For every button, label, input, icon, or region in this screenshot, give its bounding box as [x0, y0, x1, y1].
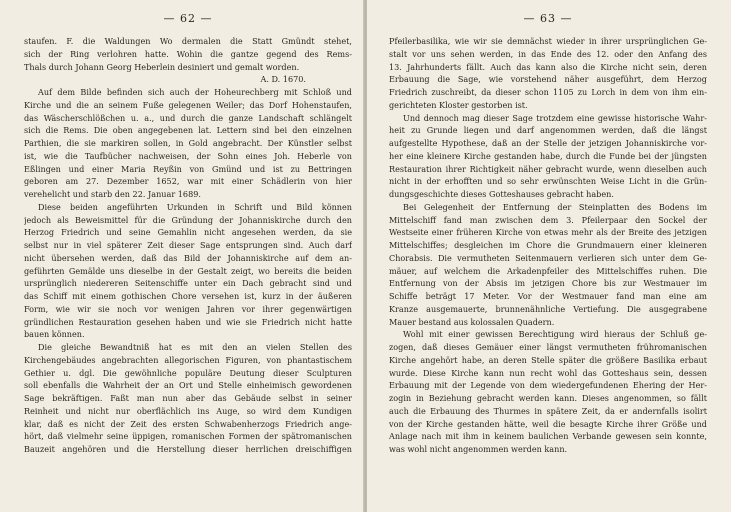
text-line: Auf dem Bilde befinden sich auch der Hoheurechberg mit Schloß und	[38, 87, 352, 97]
text-line: hört, daß vielmehr seine üppigen, romanischen Formen der spätromanischen	[24, 431, 352, 442]
text-line: Kirchengebäudes angebrachten allegorischen Figuren, von phantastischem	[24, 354, 352, 365]
text-line: Eßlingen und einer Maria Reyßin von Gmünd und ist zu Bettringen	[24, 163, 352, 174]
text-line: Friedrich zuschreibt, da dieser schon 1105 zu Lorch in dem von ihm ein-	[389, 87, 707, 97]
text-line: Erbauung die Sage, wie vorstehend näher ausgeführt, dem Herzog	[389, 74, 707, 85]
text-line: ursprünglich niedereren Seitenschiffe unter ein Dach gebracht sind und	[24, 278, 352, 289]
text-line: geführten Gemälde uns dieselbe in der Gestalt zeigt, wo bereits die beiden	[24, 265, 352, 276]
text-line: staufen. F. die Waldungen Wo dermalen die Statt Gmündt stehet,	[24, 36, 352, 46]
text-line: Wohl mit einer gewissen Berechtigung wird hieraus der Schluß ge-	[403, 329, 707, 340]
text-line: Diese beiden angeführten Urkunden in Schrift und Bild können	[38, 201, 352, 212]
text-line: Erbauung mit der Legende von dem wiedergefundenen Ehering der Her-	[389, 380, 707, 391]
text-line: verehelicht und starb den 22. Januar 1689.	[24, 189, 201, 199]
text-line: jedoch als Beweismittel für die Gründung der Johanniskirche durch den	[24, 214, 352, 225]
text-line: soll ebenfalls die Wahrheit der an Ort und Stelle einheimisch gewordenen	[24, 380, 352, 391]
text-line: gründlichen Restauration gesehen haben und wie sie Friedrich nicht hatte	[24, 316, 352, 327]
text-line: Mittelschiffes; desgleichen im Chore die Grundmauern einer kleineren	[389, 240, 707, 250]
right-page-text	[389, 35, 707, 456]
text-line: Form, wie wir sie noch vor wenigen Jahren vor ihrer gegenwärtigen	[24, 303, 352, 314]
text-line: sich die Rems. Die oben angegebenen lat. Lettern sind bei den einzelnen	[24, 125, 352, 136]
text-line: A. D. 1670.	[260, 74, 306, 85]
text-line: Die gleiche Bewandtniß hat es mit den an vielen Stellen des	[38, 342, 352, 352]
text-line: Kranze ausgemauerte, brunnenähnliche Vertiefung. Die ausgegrabene	[389, 303, 707, 314]
text-line: Bauzeit angehören und die Herstellung dieser herrlichen dreischiffigen	[24, 444, 352, 454]
text-line: selbst nur in viel späterer Zeit dieser Sage entsprungen sind. Auch darf	[24, 240, 352, 250]
text-line: gerichteten Kloster gestorben ist.	[389, 99, 528, 110]
text-line: sich der Ring verlohren hatte. Wohin die gantze gegend des Rems-	[24, 48, 352, 59]
text-line: Restauration ihrer Richtigkeit näher gebracht wurde, wenn dieselben auch	[389, 163, 707, 174]
text-line: her eine kleinere Kirche gestanden habe, durch die Funde bei der jüngsten	[389, 150, 707, 161]
text-line: heit zu Grunde liegen und darf angenommen werden, daß die längst	[389, 125, 707, 136]
left-page-text	[24, 35, 352, 456]
text-line: Mauer bestand aus kolossalen Quadern.	[389, 316, 555, 327]
text-line: Chorabsis. Die vermutheten Seitenmauern verlieren sich unter dem Ge-	[389, 252, 707, 263]
text-line: mäuer, auf welchem die Arkadenpfeiler des Mittelschiffes ruhen. Die	[389, 265, 707, 276]
text-line: zogin in Beziehung gebracht werden kann. Dieses angenommen, so fällt	[389, 393, 707, 403]
text-line: Gethier u. dgl. Die gewöhnliche populäre Deutung dieser Sculpturen	[24, 367, 352, 378]
text-line: Parthien, die sie markiren sollen, in Gold angebracht. Der Künstler selbst	[24, 138, 352, 148]
text-line: Westseite einer früheren Kirche von etwas mehr als der Breite des jetzigen	[389, 227, 707, 238]
text-line: 13. Jahrhunderts fällt. Auch das kann also die Kirche nicht sein, deren	[389, 61, 707, 72]
left-page	[0, 0, 364, 512]
text-line: Herzog Friedrich und seine Gemahlin nicht angesehen werden, da sie	[24, 227, 352, 238]
text-line: das Wäscherschlößchen u. a., und durch die ganze Landschaft schlängelt	[24, 112, 352, 123]
text-line: aufgestellte Hypothese, daß an der Stelle der jetzigen Johanniskirche vor-	[389, 138, 707, 148]
text-line: Pfeilerbasilika, wie wir sie demnächst wieder in ihrer ursprünglichen Ge-	[389, 36, 707, 46]
text-line: dungsgeschichte dieses Gotteshauses gebracht haben.	[389, 189, 614, 199]
text-line: Mittelschiff fand man zwischen dem 3. Pfeilerpaar den Sockel der	[389, 214, 707, 225]
text-line: zogen, daß dieses Gemäuer einer längst vermutheten frühromanischen	[389, 342, 707, 352]
text-line: ist, wie die Taufbücher nachweisen, der Sohn eines Joh. Heberle von	[24, 150, 352, 161]
text-line: Sage bekräftigen. Faßt man nun aber das Gebäude selbst in seiner	[24, 393, 352, 403]
text-line: von der Kirche gestanden hätte, weil die besagte Kirche ihrer Größe und	[389, 418, 707, 429]
text-line: bauen können.	[24, 329, 85, 340]
left-page-number: — 62 —	[163, 12, 213, 25]
right-page-number: — 63 —	[523, 12, 573, 25]
text-line: Schiffe beträgt 17 Meter. Vor der Westmauer fand man eine am	[389, 291, 707, 301]
text-line: klar, daß es nicht der Zeit des ersten Schwabenherzogs Friedrich ange-	[24, 418, 352, 429]
text-line: auch die Erbauung des Thurmes in spätere Zeit, da er andernfalls isolirt	[389, 405, 707, 416]
text-line: Thals durch Johann Georg Heberlein desiniert und gemalt worden.	[24, 61, 300, 72]
text-line: Kirche und die an seinem Fuße gelegenen Weiler; das Dorf Hohenstaufen,	[24, 99, 352, 110]
text-line: Anlage nach mit ihm in keinem baulichen Verbande gewesen sein konnte,	[389, 431, 707, 442]
text-line: geboren am 27. Dezember 1652, war mit einer Schädlerin von hier	[24, 176, 352, 187]
right-page	[367, 0, 731, 512]
text-line: Entfernung von der Absis im jetzigen Chore bis zur Westmauer im	[389, 278, 707, 289]
text-line: Bei Gelegenheit der Entfernung der Steinplatten des Bodens im	[403, 201, 707, 212]
text-line: stalt vor uns sehen werden, in das Ende des 12. oder den Anfang des	[389, 48, 707, 59]
text-line: wurde. Diese Kirche kann nun recht wohl das Gotteshaus sein, dessen	[389, 367, 707, 378]
text-line: was wohl nicht angenommen werden kann.	[389, 444, 568, 454]
text-line: Reinheit und nicht nur oberflächlich ins Auge, so wird dem Kundigen	[24, 405, 352, 416]
text-line: das Schiff mit einem gothischen Chore versehen ist, kurz in der äußeren	[24, 291, 352, 301]
text-line: Und dennoch mag dieser Sage trotzdem eine gewisse historische Wahr-	[403, 112, 707, 123]
text-line: nicht übersehen werden, daß das Bild der Johanniskirche auf dem an-	[24, 252, 352, 263]
text-line: nicht in der erhofften und so sehr erwünschten Weise Licht in die Grün-	[389, 176, 707, 187]
text-line: Kirche angehört habe, an deren Stelle später die größere Basilika erbaut	[389, 354, 707, 365]
